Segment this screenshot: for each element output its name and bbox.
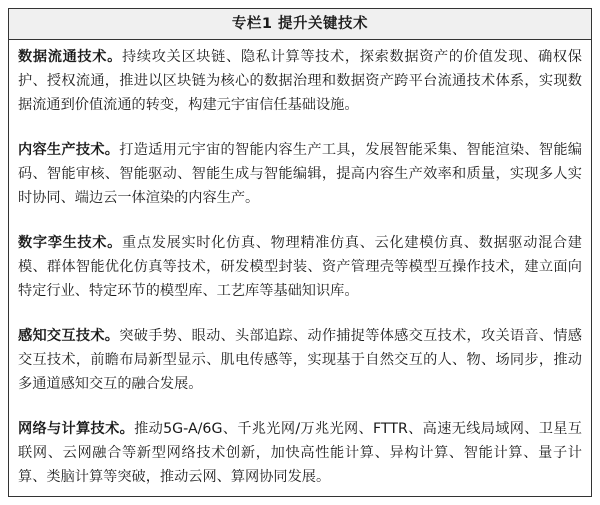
section-title: 内容生产技术。	[18, 142, 120, 158]
section-title: 网络与计算技术。	[18, 421, 135, 437]
section-data-circulation	[18, 45, 582, 117]
section-network-computing	[18, 417, 582, 489]
section-text: 持续攻关区块链、隐私计算等技术，探索数据资产的价值发现、确权保护、授权流通，推进以区块链为核心的数据治理和数据资产跨平台流通技术体系，实现数据流通到价值流通的转变，构建元宇宙信任基础设施。	[18, 49, 582, 113]
section-perception-interaction	[18, 324, 582, 396]
section-content-production	[18, 138, 582, 210]
box-body	[9, 40, 591, 489]
technology-box	[8, 8, 592, 497]
section-title: 数据流通技术。	[18, 49, 123, 65]
section-text: 打造适用元宇宙的智能内容生产工具，发展智能采集、智能渲染、智能编码、智能审核、智能驱动、智能生成与智能编辑，提高内容生产效率和质量，实现多人实时协同、端边云一体渲染的内容生产。	[18, 142, 582, 206]
section-text: 推动5G-A/6G、千兆光网/万兆光网、FTTR、高速无线局域网、卫星互联网、云网融合等新型网络技术创新，加快高性能计算、异构计算、智能计算、量子计算、类脑计算等突破，推动云网、算网协同发展。	[18, 421, 582, 485]
box-title: 专栏1 提升关键技术	[9, 9, 591, 40]
section-title: 数字孪生技术。	[18, 235, 123, 251]
section-title: 感知交互技术。	[18, 328, 120, 344]
section-text: 突破手势、眼动、头部追踪、动作捕捉等体感交互技术，攻关语音、情感交互技术，前瞻布局新型显示、肌电传感等，实现基于自然交互的人、物、场同步，推动多通道感知交互的融合发展。	[18, 328, 582, 392]
section-digital-twin	[18, 231, 582, 303]
section-text: 重点发展实时化仿真、物理精准仿真、云化建模仿真、数据驱动混合建模、群体智能优化仿真等技术，研发模型封装、资产管理壳等模型互操作技术，建立面向特定行业、特定环节的模型库、工艺库等基础知识库。	[18, 235, 582, 299]
